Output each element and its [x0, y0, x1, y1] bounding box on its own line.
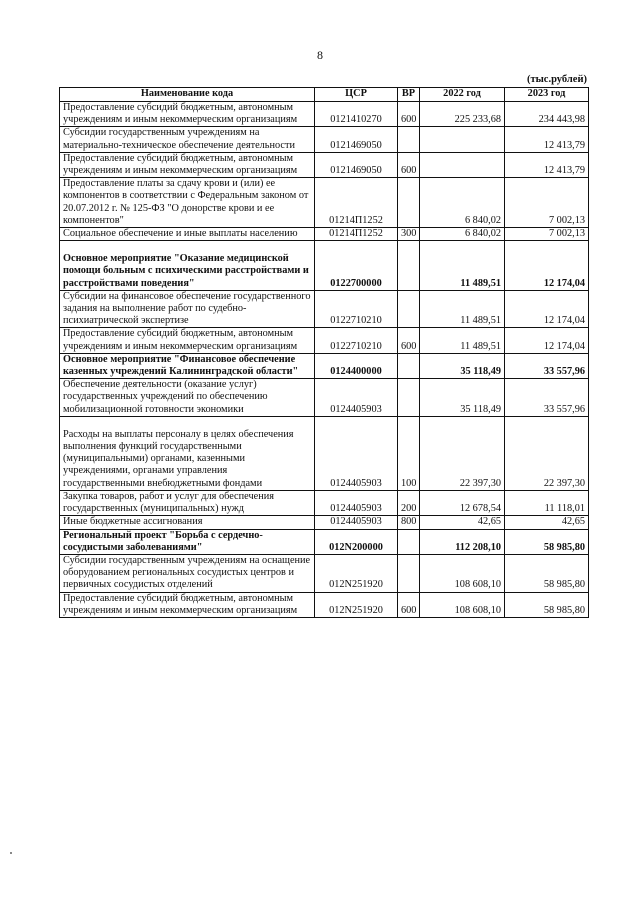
row-name-cell: Основное мероприятие "Оказание медицинской помощи больным с психическими расстройствами и расстройствами поведения"	[60, 241, 315, 291]
row-csr-cell: 012N200000	[315, 529, 398, 554]
row-2022-cell: 35 118,49	[420, 353, 505, 378]
table-row	[60, 328, 589, 353]
row-csr-cell: 0121469050	[315, 127, 398, 152]
row-csr-cell: 0124405903	[315, 379, 398, 417]
units-label: (тыс.рублей)	[526, 74, 587, 85]
row-2023-cell: 12 174,04	[505, 328, 589, 353]
row-2023-cell: 12 174,04	[505, 241, 589, 291]
row-vr-cell	[398, 127, 420, 152]
row-2023-cell: 7 002,13	[505, 228, 589, 241]
row-name-cell: Социальное обеспечение и иные выплаты населению	[60, 228, 315, 241]
row-csr-cell: 0121410270	[315, 102, 398, 127]
scan-speck	[10, 852, 12, 854]
row-name-cell: Иные бюджетные ассигнования	[60, 516, 315, 529]
table-row	[60, 228, 589, 241]
budget-table	[59, 87, 589, 618]
row-name-cell: Закупка товаров, работ и услуг для обеспечения государственных (муниципальных) нужд	[60, 490, 315, 515]
row-csr-cell: 012N251920	[315, 554, 398, 592]
table-row	[60, 290, 589, 328]
row-2023-cell: 58 985,80	[505, 592, 589, 617]
row-csr-cell: 01214П1252	[315, 228, 398, 241]
row-csr-cell: 0124405903	[315, 416, 398, 490]
row-2022-cell: 11 489,51	[420, 241, 505, 291]
row-name-cell: Предоставление субсидий бюджетным, автономным учреждениям и иным некоммерческим организациям	[60, 152, 315, 177]
row-vr-cell: 800	[398, 516, 420, 529]
row-2022-cell: 6 840,02	[420, 228, 505, 241]
row-vr-cell: 600	[398, 592, 420, 617]
row-name-cell: Субсидии на финансовое обеспечение государственного задания на выполнение работ по судебно-психиатрической экспертизе	[60, 290, 315, 328]
row-2022-cell: 108 608,10	[420, 592, 505, 617]
table-body	[60, 102, 589, 618]
row-2023-cell: 12 413,79	[505, 127, 589, 152]
row-vr-cell: 100	[398, 416, 420, 490]
row-2023-cell: 22 397,30	[505, 416, 589, 490]
row-2022-cell: 22 397,30	[420, 416, 505, 490]
table-row	[60, 416, 589, 490]
row-name-cell: Обеспечение деятельности (оказание услуг) государственных учреждений по обеспечению мобилизационной готовности экономики	[60, 379, 315, 417]
row-vr-cell	[398, 178, 420, 228]
row-2022-cell: 108 608,10	[420, 554, 505, 592]
row-2022-cell: 12 678,54	[420, 490, 505, 515]
row-name-cell: Региональный проект "Борьба с сердечно-сосудистыми заболеваниями"	[60, 529, 315, 554]
page-number: 8	[317, 48, 323, 62]
row-vr-cell	[398, 379, 420, 417]
row-2022-cell: 112 208,10	[420, 529, 505, 554]
row-name-cell: Предоставление субсидий бюджетным, автономным учреждениям и иным некоммерческим организациям	[60, 328, 315, 353]
row-2022-cell	[420, 127, 505, 152]
row-vr-cell	[398, 290, 420, 328]
table-row	[60, 592, 589, 617]
table-row	[60, 529, 589, 554]
row-csr-cell: 0124400000	[315, 353, 398, 378]
row-csr-cell: 0121469050	[315, 152, 398, 177]
table-row	[60, 379, 589, 417]
row-csr-cell: 01214П1252	[315, 178, 398, 228]
table-row	[60, 241, 589, 291]
row-name-cell: Предоставление платы за сдачу крови и (или) ее компонентов в соответствии с Федеральным законом от 20.07.2012 г. № 125-ФЗ "О донорстве крови и ее компонентов"	[60, 178, 315, 228]
row-vr-cell: 600	[398, 152, 420, 177]
row-name-cell: Субсидии государственным учреждениям на материально-техническое обеспечение деятельности	[60, 127, 315, 152]
row-2023-cell: 11 118,01	[505, 490, 589, 515]
table-row	[60, 516, 589, 529]
row-2023-cell: 12 174,04	[505, 290, 589, 328]
header-vr: ВР	[398, 88, 420, 102]
row-vr-cell	[398, 529, 420, 554]
row-vr-cell	[398, 241, 420, 291]
row-csr-cell: 0122710210	[315, 328, 398, 353]
row-2023-cell: 7 002,13	[505, 178, 589, 228]
row-2023-cell: 58 985,80	[505, 529, 589, 554]
row-vr-cell	[398, 554, 420, 592]
table-row	[60, 554, 589, 592]
header-2023: 2023 год	[505, 88, 589, 102]
table-row	[60, 490, 589, 515]
row-vr-cell: 300	[398, 228, 420, 241]
row-name-cell: Субсидии государственным учреждениям на оснащение оборудованием региональных сосудистых центров и первичных сосудистых отделений	[60, 554, 315, 592]
row-vr-cell: 600	[398, 102, 420, 127]
row-2022-cell: 225 233,68	[420, 102, 505, 127]
row-csr-cell: 0122700000	[315, 241, 398, 291]
table-row	[60, 178, 589, 228]
row-2023-cell: 12 413,79	[505, 152, 589, 177]
row-name-cell: Предоставление субсидий бюджетным, автономным учреждениям и иным некоммерческим организациям	[60, 592, 315, 617]
header-name: Наименование кода	[60, 88, 315, 102]
row-2022-cell: 11 489,51	[420, 290, 505, 328]
row-csr-cell: 0124405903	[315, 516, 398, 529]
row-name-cell: Расходы на выплаты персоналу в целях обеспечения выполнения функций государственными (муниципальными) органами, казенными учреждениями, органами управления государственными внебюджетными фондами	[60, 416, 315, 490]
row-2023-cell: 33 557,96	[505, 353, 589, 378]
row-2022-cell: 11 489,51	[420, 328, 505, 353]
row-vr-cell	[398, 353, 420, 378]
row-csr-cell: 0122710210	[315, 290, 398, 328]
row-vr-cell: 600	[398, 328, 420, 353]
row-2022-cell: 35 118,49	[420, 379, 505, 417]
row-2023-cell: 58 985,80	[505, 554, 589, 592]
row-2023-cell: 42,65	[505, 516, 589, 529]
table-row	[60, 152, 589, 177]
row-2023-cell: 33 557,96	[505, 379, 589, 417]
header-csr: ЦСР	[315, 88, 398, 102]
row-2022-cell	[420, 152, 505, 177]
row-csr-cell: 0124405903	[315, 490, 398, 515]
row-2022-cell: 6 840,02	[420, 178, 505, 228]
row-vr-cell: 200	[398, 490, 420, 515]
row-2023-cell: 234 443,98	[505, 102, 589, 127]
table-row	[60, 353, 589, 378]
table-row	[60, 127, 589, 152]
row-csr-cell: 012N251920	[315, 592, 398, 617]
row-name-cell: Предоставление субсидий бюджетным, автономным учреждениям и иным некоммерческим организациям	[60, 102, 315, 127]
header-2022: 2022 год	[420, 88, 505, 102]
row-2022-cell: 42,65	[420, 516, 505, 529]
row-name-cell: Основное мероприятие "Финансовое обеспечение казенных учреждений Калининградской области"	[60, 353, 315, 378]
table-header-row	[60, 88, 589, 102]
table-row	[60, 102, 589, 127]
